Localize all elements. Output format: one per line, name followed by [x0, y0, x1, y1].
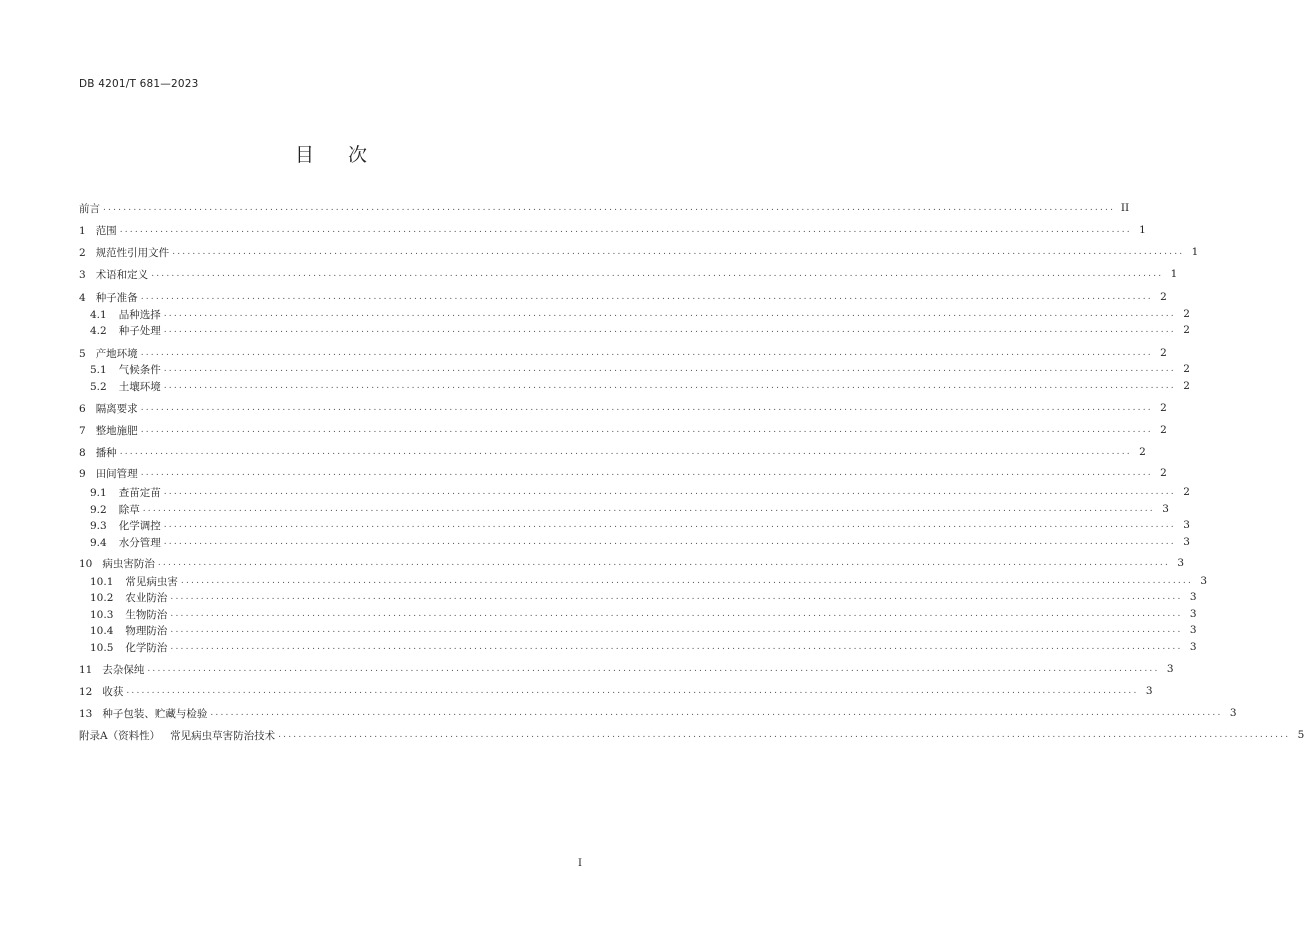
dot-leader: ........................................................................................................................................................................................................ [140, 348, 1153, 358]
toc-entry-label [79, 267, 151, 282]
toc-entry-label [79, 518, 164, 533]
toc-entry-title: 品种选择 [118, 308, 161, 321]
toc-entry-title: 农业防治 [125, 591, 168, 604]
toc-entry-number: 4.1 [90, 308, 107, 321]
dot-leader: ........................................................................................................................................................................................................ [140, 468, 1153, 478]
dot-leader: ........................................................................................................................................................................................................ [163, 520, 1176, 530]
toc-entry-title: 收获 [102, 685, 124, 698]
toc-entry-title: 田间管理 [95, 467, 138, 480]
toc-entry[interactable] [79, 727, 1304, 743]
toc-entry-number: 13 [79, 707, 93, 720]
toc-entry[interactable] [79, 589, 1197, 605]
toc-entry-number: 7 [79, 424, 86, 437]
toc-entry-title: 隔离要求 [95, 402, 138, 415]
dot-leader: ........................................................................................................................................................................................................ [163, 487, 1176, 497]
toc-entry-title: 土壤环境 [118, 380, 161, 393]
toc-entry[interactable] [79, 484, 1190, 500]
toc-entry[interactable] [79, 400, 1167, 416]
toc-entry[interactable] [79, 422, 1167, 438]
dot-leader: ........................................................................................................................................................................................................ [103, 203, 1116, 213]
toc-entry-label [79, 662, 147, 677]
toc-entry-page: 2 [1183, 380, 1190, 392]
toc-entry[interactable] [79, 200, 1130, 216]
toc-entry[interactable] [79, 222, 1146, 238]
toc-entry-number: 8 [79, 446, 86, 459]
toc-entry-number: 10 [79, 557, 93, 570]
toc-entry-number: 4.2 [90, 324, 107, 337]
toc-entry-number: 5 [79, 347, 86, 360]
toc-entry-label [79, 401, 141, 416]
toc-entry-page: II [1120, 202, 1130, 214]
page-number: I [578, 858, 582, 869]
toc-entry-title: 查苗定苗 [118, 486, 161, 499]
toc-entry-title: 术语和定义 [95, 268, 149, 281]
toc-entry-label [79, 323, 164, 338]
toc-entry-label [79, 623, 170, 638]
toc-entry-title: 范围 [95, 224, 117, 237]
toc-entry[interactable] [79, 501, 1169, 517]
toc-entry-title: 种子准备 [95, 291, 138, 304]
toc-entry-number: 5.2 [90, 380, 107, 393]
toc-entry[interactable] [79, 465, 1167, 481]
dot-leader: ........................................................................................................................................................................................................ [180, 576, 1194, 586]
toc-entry-page: 2 [1183, 324, 1190, 336]
toc-entry-page: 2 [1160, 467, 1167, 479]
toc-entry-number: 9.4 [90, 536, 107, 549]
toc-entry-number: 2 [79, 246, 86, 259]
toc-entry-label [79, 245, 172, 260]
toc-entry-title: 化学防治 [125, 641, 168, 654]
toc-entry-page: 3 [1229, 707, 1237, 719]
dot-leader: ........................................................................................................................................................................................................ [278, 730, 1291, 740]
toc-entry-number: 12 [79, 685, 93, 698]
toc-entry-label [79, 706, 210, 721]
toc-entry-page: 3 [1189, 624, 1197, 636]
toc-entry-number: 10.5 [90, 641, 114, 654]
toc-entry[interactable] [79, 266, 1178, 282]
dot-leader: ........................................................................................................................................................................................................ [170, 625, 1183, 635]
toc-entry[interactable] [79, 322, 1190, 338]
toc-entry[interactable] [79, 683, 1153, 699]
toc-entry-title: 物理防治 [125, 624, 168, 637]
toc-entry-title: 种子处理 [118, 324, 161, 337]
dot-leader: ........................................................................................................................................................................................................ [163, 381, 1176, 391]
toc-entry-number: 附录A（资料性） [79, 729, 161, 742]
toc-entry-label [79, 201, 103, 216]
toc-entry[interactable] [79, 555, 1185, 571]
toc-entry-title: 常见病虫草害防治技术 [170, 729, 276, 742]
toc-entry-label [79, 502, 143, 517]
toc-entry-page: 3 [1189, 591, 1197, 603]
toc-entry-number: 4 [79, 291, 86, 304]
toc-entry-page: 2 [1183, 486, 1190, 498]
toc-entry-title: 播种 [95, 446, 117, 459]
toc-entry-page: 3 [1177, 557, 1185, 569]
toc-entry-label [79, 574, 181, 589]
toc-entry-label [79, 223, 120, 238]
dot-leader: ........................................................................................................................................................................................................ [147, 664, 1160, 674]
dot-leader: ........................................................................................................................................................................................................ [172, 247, 1185, 257]
toc-entry-number: 9 [79, 467, 86, 480]
toc-entry-title: 前言 [79, 202, 100, 215]
toc-entry-title: 常见病虫害 [125, 575, 178, 588]
toc-entry-page: 3 [1189, 608, 1197, 620]
dot-leader: ........................................................................................................................................................................................................ [163, 309, 1176, 319]
toc-entry-title: 规范性引用文件 [95, 246, 170, 259]
toc-entry-page: 2 [1160, 291, 1167, 303]
toc-entry-page: 2 [1183, 363, 1190, 375]
toc-entry-title: 气候条件 [118, 363, 161, 376]
toc-entry-title: 整地施肥 [95, 424, 138, 437]
toc-entry-page: 3 [1200, 575, 1208, 587]
toc-entry-title: 除草 [118, 503, 140, 516]
toc-entry-page: 2 [1160, 424, 1167, 436]
dot-leader: ........................................................................................................................................................................................................ [119, 225, 1132, 235]
toc-entry-title: 生物防治 [125, 608, 168, 621]
toc-entry-page: 1 [1191, 246, 1199, 258]
toc-entry-title: 种子包装、贮藏与检验 [102, 707, 208, 720]
toc-entry[interactable] [79, 606, 1197, 622]
toc-entry-label [79, 556, 158, 571]
toc-entry-label [79, 535, 164, 550]
dot-leader: ........................................................................................................................................................................................................ [170, 642, 1183, 652]
toc-entry-label [79, 485, 164, 500]
toc-entry-title: 产地环境 [95, 347, 138, 360]
toc-entry-label [79, 728, 278, 743]
toc-entry[interactable] [79, 444, 1146, 460]
dot-leader: ........................................................................................................................................................................................................ [157, 558, 1171, 568]
toc-entry-page: 3 [1166, 663, 1174, 675]
dot-leader: ........................................................................................................................................................................................................ [140, 292, 1153, 302]
toc-entry-number: 3 [79, 268, 86, 281]
toc-entry-label [79, 684, 126, 699]
toc-entry-number: 1 [79, 224, 86, 237]
toc-entry-label [79, 466, 141, 481]
toc-entry-label [79, 290, 141, 305]
dot-leader: ........................................................................................................................................................................................................ [126, 686, 1139, 696]
dot-leader: ........................................................................................................................................................................................................ [151, 269, 1164, 279]
toc-entry-label [79, 607, 170, 622]
toc-entry-title: 水分管理 [118, 536, 161, 549]
toc-entry-page: 3 [1162, 503, 1169, 515]
dot-leader: ........................................................................................................................................................................................................ [119, 447, 1132, 457]
toc-entry-label [79, 346, 141, 361]
toc-entry-page: 3 [1183, 519, 1190, 531]
toc-entry-label [79, 307, 164, 322]
toc-entry-number: 10.3 [90, 608, 114, 621]
dot-leader: ........................................................................................................................................................................................................ [140, 425, 1153, 435]
dot-leader: ........................................................................................................................................................................................................ [163, 364, 1176, 374]
toc-entry-label [79, 640, 170, 655]
toc-entry-page: 2 [1160, 347, 1167, 359]
document-code: DB 4201/T 681—2023 [79, 78, 199, 90]
dot-leader: ........................................................................................................................................................................................................ [163, 537, 1176, 547]
toc-entry-label [79, 590, 170, 605]
toc-entry[interactable] [79, 534, 1190, 550]
dot-leader: ........................................................................................................................................................................................................ [170, 609, 1183, 619]
toc-entry-number: 6 [79, 402, 86, 415]
dot-leader: ........................................................................................................................................................................................................ [163, 325, 1176, 335]
toc-entry-number: 9.3 [90, 519, 107, 532]
toc-entry-page: 2 [1183, 308, 1190, 320]
toc-entry-title: 去杂保纯 [102, 663, 145, 676]
toc-entry-number: 11 [79, 663, 93, 676]
toc-entry[interactable] [79, 517, 1190, 533]
dot-leader: ........................................................................................................................................................................................................ [140, 403, 1153, 413]
toc-entry[interactable] [79, 289, 1167, 305]
toc-entry-page: 3 [1183, 536, 1190, 548]
toc-entry[interactable] [79, 345, 1167, 361]
dot-leader: ........................................................................................................................................................................................................ [142, 504, 1155, 514]
toc-entry-title: 化学调控 [118, 519, 161, 532]
toc-entry-page: 1 [1139, 224, 1146, 236]
toc-entry-label [79, 362, 164, 377]
toc-entry[interactable] [79, 378, 1190, 394]
toc-entry-page: 3 [1145, 685, 1153, 697]
toc-entry-label [79, 379, 164, 394]
toc-entry-label [79, 445, 120, 460]
toc-entry-title: 病虫害防治 [102, 557, 155, 570]
toc-entry-page: 5 [1297, 729, 1304, 741]
toc-entry-label [79, 423, 141, 438]
toc-entry-number: 9.1 [90, 486, 107, 499]
toc-entry[interactable] [79, 573, 1208, 589]
toc-entry[interactable] [79, 244, 1199, 260]
toc-entry[interactable] [79, 639, 1197, 655]
toc-entry-number: 10.2 [90, 591, 114, 604]
toc-entry-number: 10.1 [90, 575, 114, 588]
toc-entry-page: 1 [1170, 268, 1178, 280]
toc-entry[interactable] [79, 622, 1197, 638]
toc-entry[interactable] [79, 661, 1174, 677]
toc-entry-number: 5.1 [90, 363, 107, 376]
toc-entry-number: 10.4 [90, 624, 114, 637]
page-title: 目次 [294, 144, 401, 166]
toc-entry-page: 2 [1139, 446, 1146, 458]
toc-entry[interactable] [79, 705, 1237, 721]
toc-entry-page: 3 [1189, 641, 1197, 653]
toc-entry-number: 9.2 [90, 503, 107, 516]
toc-entry[interactable] [79, 306, 1190, 322]
toc-entry-page: 2 [1160, 402, 1167, 414]
dot-leader: ........................................................................................................................................................................................................ [170, 592, 1183, 602]
toc-entry[interactable] [79, 361, 1190, 377]
dot-leader: ........................................................................................................................................................................................................ [210, 708, 1223, 718]
